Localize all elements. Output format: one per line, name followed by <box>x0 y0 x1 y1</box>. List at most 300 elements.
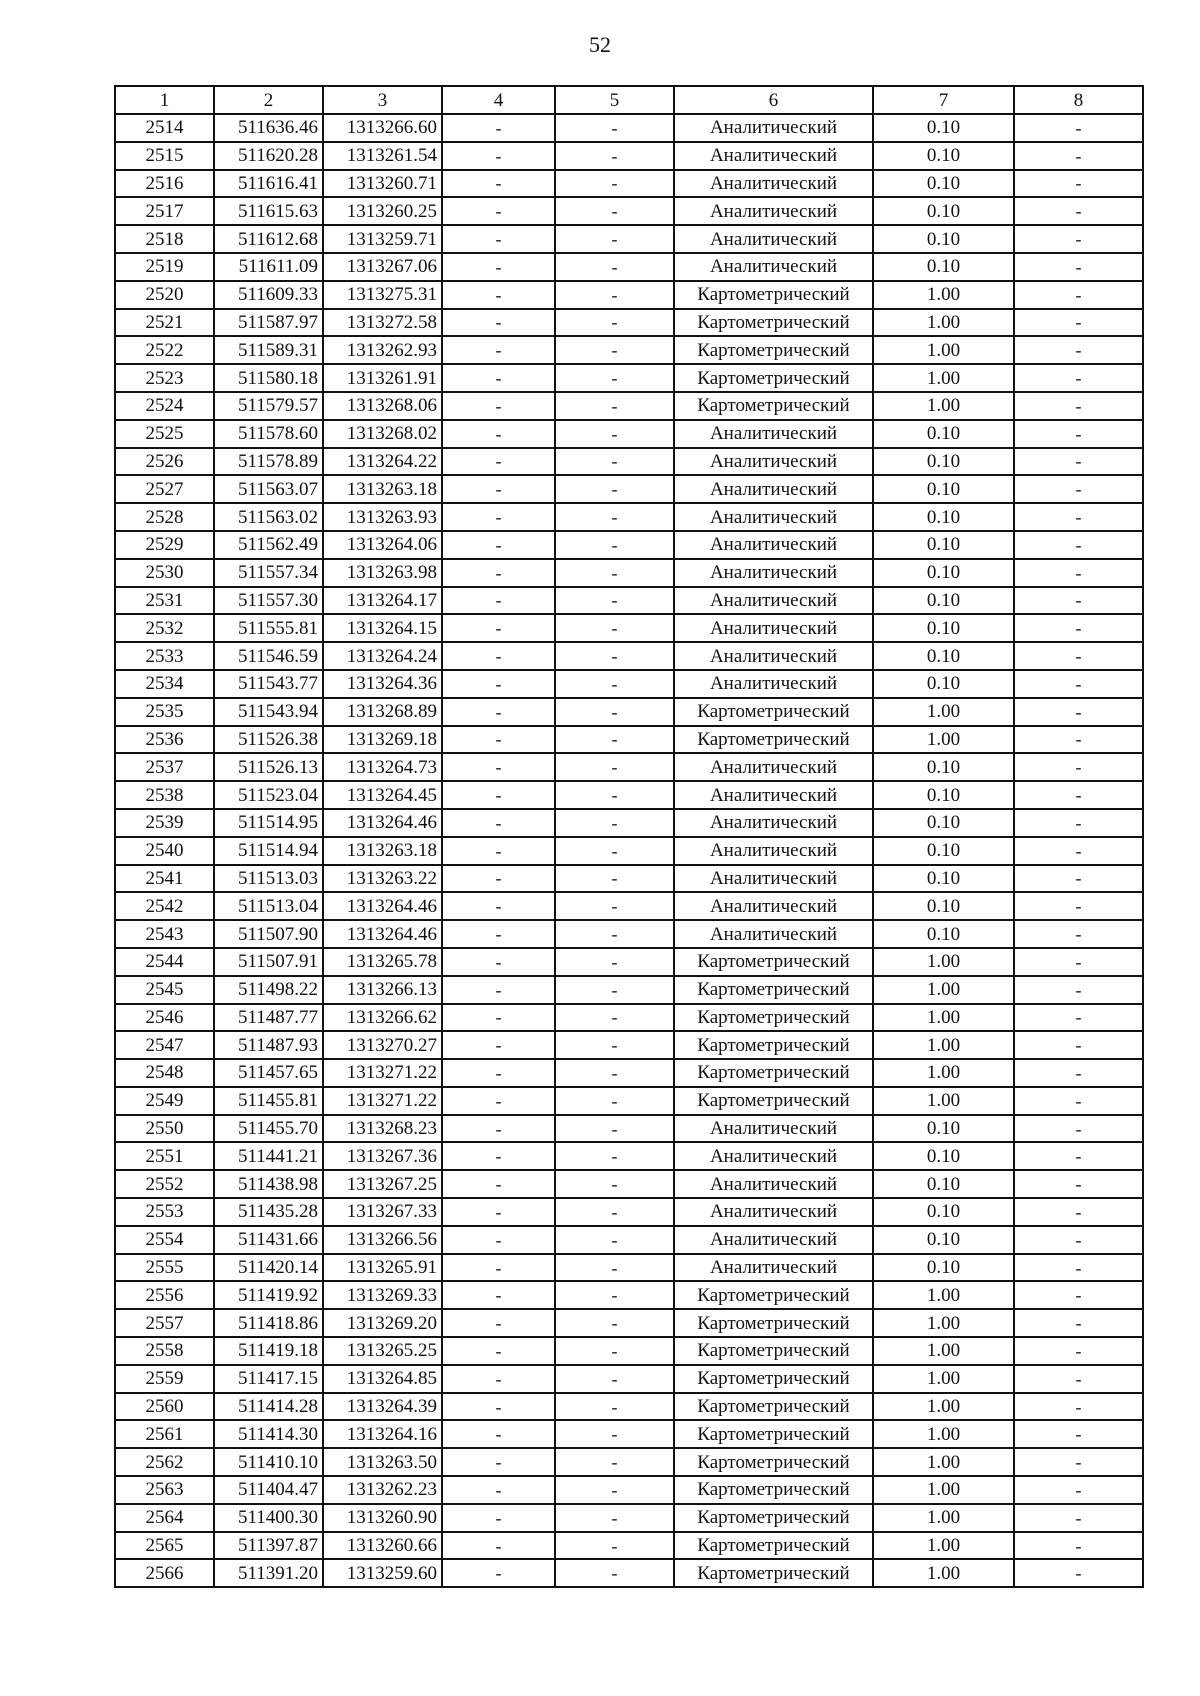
accuracy-cell: 0.10 <box>873 587 1014 615</box>
col5-cell: - <box>555 1337 674 1365</box>
col5-cell: - <box>555 1142 674 1170</box>
method-cell: Картометрический <box>674 948 873 976</box>
col4-cell: - <box>442 948 555 976</box>
table-row <box>115 1365 1143 1393</box>
col4-cell: - <box>442 253 555 281</box>
table-row <box>115 1559 1143 1587</box>
point-number-cell: 2561 <box>115 1420 214 1448</box>
x-coordinate-cell: 511612.68 <box>214 225 323 253</box>
table-row <box>115 1254 1143 1282</box>
accuracy-cell: 0.10 <box>873 170 1014 198</box>
point-number-cell: 2536 <box>115 726 214 754</box>
table-row <box>115 503 1143 531</box>
x-coordinate-cell: 511578.89 <box>214 448 323 476</box>
table-row <box>115 614 1143 642</box>
x-coordinate-cell: 511457.65 <box>214 1059 323 1087</box>
accuracy-cell: 1.00 <box>873 1309 1014 1337</box>
accuracy-cell: 1.00 <box>873 1031 1014 1059</box>
col8-cell: - <box>1014 1087 1143 1115</box>
col8-cell: - <box>1014 587 1143 615</box>
col8-cell: - <box>1014 281 1143 309</box>
method-cell: Аналитический <box>674 1226 873 1254</box>
y-coordinate-cell: 1313264.36 <box>323 670 442 698</box>
y-coordinate-cell: 1313262.93 <box>323 336 442 364</box>
col5-cell: - <box>555 865 674 893</box>
table-row <box>115 1004 1143 1032</box>
col5-cell: - <box>555 475 674 503</box>
y-coordinate-cell: 1313265.78 <box>323 948 442 976</box>
page-number: 52 <box>589 32 611 57</box>
col5-cell: - <box>555 1198 674 1226</box>
col4-cell: - <box>442 309 555 337</box>
accuracy-cell: 1.00 <box>873 1004 1014 1032</box>
y-coordinate-cell: 1313269.20 <box>323 1309 442 1337</box>
x-coordinate-cell: 511557.30 <box>214 587 323 615</box>
col4-cell: - <box>442 1254 555 1282</box>
col5-cell: - <box>555 753 674 781</box>
accuracy-cell: 1.00 <box>873 1559 1014 1587</box>
y-coordinate-cell: 1313271.22 <box>323 1087 442 1115</box>
accuracy-cell: 1.00 <box>873 1365 1014 1393</box>
y-coordinate-cell: 1313264.06 <box>323 531 442 559</box>
col4-cell: - <box>442 197 555 225</box>
col5-cell: - <box>555 503 674 531</box>
accuracy-cell: 1.00 <box>873 698 1014 726</box>
point-number-cell: 2540 <box>115 837 214 865</box>
point-number-cell: 2562 <box>115 1448 214 1476</box>
table-row <box>115 1115 1143 1143</box>
point-number-cell: 2542 <box>115 892 214 920</box>
col8-cell: - <box>1014 670 1143 698</box>
table-row <box>115 1198 1143 1226</box>
table-row <box>115 281 1143 309</box>
col4-cell: - <box>442 1504 555 1532</box>
y-coordinate-cell: 1313268.02 <box>323 420 442 448</box>
col4-cell: - <box>442 1198 555 1226</box>
x-coordinate-cell: 511555.81 <box>214 614 323 642</box>
col8-cell: - <box>1014 753 1143 781</box>
col4-cell: - <box>442 1170 555 1198</box>
method-cell: Аналитический <box>674 614 873 642</box>
col5-cell: - <box>555 892 674 920</box>
col4-cell: - <box>442 392 555 420</box>
table-row <box>115 1170 1143 1198</box>
col8-cell: - <box>1014 892 1143 920</box>
method-cell: Аналитический <box>674 1115 873 1143</box>
x-coordinate-cell: 511414.30 <box>214 1420 323 1448</box>
col5-cell: - <box>555 809 674 837</box>
accuracy-cell: 1.00 <box>873 392 1014 420</box>
col4-cell: - <box>442 892 555 920</box>
x-coordinate-cell: 511438.98 <box>214 1170 323 1198</box>
column-header: 7 <box>873 86 1014 114</box>
col4-cell: - <box>442 976 555 1004</box>
method-cell: Картометрический <box>674 364 873 392</box>
x-coordinate-cell: 511616.41 <box>214 170 323 198</box>
method-cell: Картометрический <box>674 1559 873 1587</box>
col4-cell: - <box>442 1031 555 1059</box>
coordinates-table <box>114 85 1144 1588</box>
col8-cell: - <box>1014 225 1143 253</box>
col5-cell: - <box>555 170 674 198</box>
point-number-cell: 2519 <box>115 253 214 281</box>
col8-cell: - <box>1014 531 1143 559</box>
col5-cell: - <box>555 197 674 225</box>
col5-cell: - <box>555 1365 674 1393</box>
col5-cell: - <box>555 1087 674 1115</box>
y-coordinate-cell: 1313263.98 <box>323 559 442 587</box>
col8-cell: - <box>1014 503 1143 531</box>
col8-cell: - <box>1014 726 1143 754</box>
y-coordinate-cell: 1313266.62 <box>323 1004 442 1032</box>
table-row <box>115 1393 1143 1421</box>
accuracy-cell: 0.10 <box>873 892 1014 920</box>
y-coordinate-cell: 1313267.33 <box>323 1198 442 1226</box>
col4-cell: - <box>442 559 555 587</box>
method-cell: Аналитический <box>674 114 873 142</box>
table-row <box>115 753 1143 781</box>
method-cell: Аналитический <box>674 253 873 281</box>
y-coordinate-cell: 1313259.60 <box>323 1559 442 1587</box>
method-cell: Картометрический <box>674 1393 873 1421</box>
table-row <box>115 1504 1143 1532</box>
x-coordinate-cell: 511546.59 <box>214 642 323 670</box>
x-coordinate-cell: 511636.46 <box>214 114 323 142</box>
method-cell: Аналитический <box>674 225 873 253</box>
col8-cell: - <box>1014 420 1143 448</box>
table-row <box>115 948 1143 976</box>
col4-cell: - <box>442 587 555 615</box>
col4-cell: - <box>442 642 555 670</box>
method-cell: Аналитический <box>674 670 873 698</box>
table-row <box>115 1087 1143 1115</box>
y-coordinate-cell: 1313264.39 <box>323 1393 442 1421</box>
y-coordinate-cell: 1313264.15 <box>323 614 442 642</box>
method-cell: Аналитический <box>674 837 873 865</box>
col8-cell: - <box>1014 781 1143 809</box>
col8-cell: - <box>1014 1337 1143 1365</box>
method-cell: Аналитический <box>674 197 873 225</box>
y-coordinate-cell: 1313260.25 <box>323 197 442 225</box>
accuracy-cell: 0.10 <box>873 670 1014 698</box>
table-row <box>115 698 1143 726</box>
accuracy-cell: 1.00 <box>873 281 1014 309</box>
accuracy-cell: 1.00 <box>873 976 1014 1004</box>
accuracy-cell: 0.10 <box>873 920 1014 948</box>
table-row <box>115 392 1143 420</box>
point-number-cell: 2543 <box>115 920 214 948</box>
col8-cell: - <box>1014 364 1143 392</box>
col4-cell: - <box>442 726 555 754</box>
method-cell: Аналитический <box>674 420 873 448</box>
accuracy-cell: 1.00 <box>873 1476 1014 1504</box>
point-number-cell: 2520 <box>115 281 214 309</box>
table-row <box>115 1532 1143 1560</box>
method-cell: Картометрический <box>674 1337 873 1365</box>
table-row <box>115 1226 1143 1254</box>
col5-cell: - <box>555 1031 674 1059</box>
y-coordinate-cell: 1313263.22 <box>323 865 442 893</box>
point-number-cell: 2549 <box>115 1087 214 1115</box>
x-coordinate-cell: 511523.04 <box>214 781 323 809</box>
col5-cell: - <box>555 1170 674 1198</box>
accuracy-cell: 1.00 <box>873 1504 1014 1532</box>
table-row <box>115 1281 1143 1309</box>
accuracy-cell: 1.00 <box>873 1281 1014 1309</box>
col8-cell: - <box>1014 1004 1143 1032</box>
col5-cell: - <box>555 142 674 170</box>
x-coordinate-cell: 511431.66 <box>214 1226 323 1254</box>
method-cell: Аналитический <box>674 448 873 476</box>
table-row <box>115 142 1143 170</box>
col4-cell: - <box>442 1281 555 1309</box>
table-row <box>115 309 1143 337</box>
table-row <box>115 336 1143 364</box>
y-coordinate-cell: 1313269.18 <box>323 726 442 754</box>
table-row <box>115 1059 1143 1087</box>
x-coordinate-cell: 511562.49 <box>214 531 323 559</box>
col8-cell: - <box>1014 809 1143 837</box>
point-number-cell: 2547 <box>115 1031 214 1059</box>
column-header: 8 <box>1014 86 1143 114</box>
table-row <box>115 865 1143 893</box>
col4-cell: - <box>442 1420 555 1448</box>
col8-cell: - <box>1014 559 1143 587</box>
col5-cell: - <box>555 1281 674 1309</box>
col4-cell: - <box>442 753 555 781</box>
table-row <box>115 420 1143 448</box>
y-coordinate-cell: 1313261.54 <box>323 142 442 170</box>
y-coordinate-cell: 1313268.06 <box>323 392 442 420</box>
y-coordinate-cell: 1313263.93 <box>323 503 442 531</box>
accuracy-cell: 0.10 <box>873 197 1014 225</box>
x-coordinate-cell: 511557.34 <box>214 559 323 587</box>
y-coordinate-cell: 1313266.56 <box>323 1226 442 1254</box>
column-header: 5 <box>555 86 674 114</box>
y-coordinate-cell: 1313260.90 <box>323 1504 442 1532</box>
point-number-cell: 2551 <box>115 1142 214 1170</box>
table-row <box>115 1476 1143 1504</box>
y-coordinate-cell: 1313264.24 <box>323 642 442 670</box>
table-row <box>115 781 1143 809</box>
accuracy-cell: 0.10 <box>873 225 1014 253</box>
x-coordinate-cell: 511526.38 <box>214 726 323 754</box>
method-cell: Картометрический <box>674 392 873 420</box>
y-coordinate-cell: 1313271.22 <box>323 1059 442 1087</box>
col8-cell: - <box>1014 1476 1143 1504</box>
y-coordinate-cell: 1313260.71 <box>323 170 442 198</box>
y-coordinate-cell: 1313264.45 <box>323 781 442 809</box>
col4-cell: - <box>442 1309 555 1337</box>
col4-cell: - <box>442 1004 555 1032</box>
col5-cell: - <box>555 1476 674 1504</box>
method-cell: Картометрический <box>674 281 873 309</box>
col4-cell: - <box>442 1476 555 1504</box>
x-coordinate-cell: 511498.22 <box>214 976 323 1004</box>
method-cell: Картометрический <box>674 698 873 726</box>
x-coordinate-cell: 511418.86 <box>214 1309 323 1337</box>
point-number-cell: 2521 <box>115 309 214 337</box>
accuracy-cell: 1.00 <box>873 1448 1014 1476</box>
point-number-cell: 2531 <box>115 587 214 615</box>
accuracy-cell: 0.10 <box>873 475 1014 503</box>
table-row <box>115 976 1143 1004</box>
table-row <box>115 809 1143 837</box>
method-cell: Аналитический <box>674 920 873 948</box>
col5-cell: - <box>555 1420 674 1448</box>
point-number-cell: 2548 <box>115 1059 214 1087</box>
method-cell: Аналитический <box>674 587 873 615</box>
col8-cell: - <box>1014 448 1143 476</box>
col8-cell: - <box>1014 1170 1143 1198</box>
point-number-cell: 2565 <box>115 1532 214 1560</box>
col5-cell: - <box>555 253 674 281</box>
col5-cell: - <box>555 670 674 698</box>
method-cell: Аналитический <box>674 753 873 781</box>
y-coordinate-cell: 1313266.60 <box>323 114 442 142</box>
accuracy-cell: 0.10 <box>873 642 1014 670</box>
col8-cell: - <box>1014 920 1143 948</box>
x-coordinate-cell: 511620.28 <box>214 142 323 170</box>
table-row <box>115 1309 1143 1337</box>
point-number-cell: 2541 <box>115 865 214 893</box>
point-number-cell: 2559 <box>115 1365 214 1393</box>
point-number-cell: 2552 <box>115 1170 214 1198</box>
col8-cell: - <box>1014 1504 1143 1532</box>
y-coordinate-cell: 1313275.31 <box>323 281 442 309</box>
table-row <box>115 1337 1143 1365</box>
y-coordinate-cell: 1313264.17 <box>323 587 442 615</box>
point-number-cell: 2544 <box>115 948 214 976</box>
table-row <box>115 892 1143 920</box>
point-number-cell: 2517 <box>115 197 214 225</box>
col4-cell: - <box>442 170 555 198</box>
x-coordinate-cell: 511513.03 <box>214 865 323 893</box>
col5-cell: - <box>555 1115 674 1143</box>
col5-cell: - <box>555 448 674 476</box>
accuracy-cell: 0.10 <box>873 865 1014 893</box>
y-coordinate-cell: 1313263.18 <box>323 837 442 865</box>
accuracy-cell: 1.00 <box>873 948 1014 976</box>
x-coordinate-cell: 511391.20 <box>214 1559 323 1587</box>
col5-cell: - <box>555 392 674 420</box>
column-header: 1 <box>115 86 214 114</box>
col8-cell: - <box>1014 1198 1143 1226</box>
accuracy-cell: 0.10 <box>873 1198 1014 1226</box>
x-coordinate-cell: 511609.33 <box>214 281 323 309</box>
y-coordinate-cell: 1313265.91 <box>323 1254 442 1282</box>
table-row <box>115 1142 1143 1170</box>
col4-cell: - <box>442 670 555 698</box>
col5-cell: - <box>555 1004 674 1032</box>
method-cell: Картометрический <box>674 976 873 1004</box>
point-number-cell: 2558 <box>115 1337 214 1365</box>
accuracy-cell: 0.10 <box>873 420 1014 448</box>
col4-cell: - <box>442 1365 555 1393</box>
method-cell: Картометрический <box>674 1087 873 1115</box>
col5-cell: - <box>555 281 674 309</box>
col5-cell: - <box>555 1254 674 1282</box>
accuracy-cell: 0.10 <box>873 1142 1014 1170</box>
col4-cell: - <box>442 698 555 726</box>
col8-cell: - <box>1014 1115 1143 1143</box>
accuracy-cell: 1.00 <box>873 1532 1014 1560</box>
col4-cell: - <box>442 1142 555 1170</box>
x-coordinate-cell: 511419.92 <box>214 1281 323 1309</box>
y-coordinate-cell: 1313268.89 <box>323 698 442 726</box>
point-number-cell: 2564 <box>115 1504 214 1532</box>
table-row <box>115 114 1143 142</box>
accuracy-cell: 0.10 <box>873 253 1014 281</box>
method-cell: Аналитический <box>674 1198 873 1226</box>
point-number-cell: 2545 <box>115 976 214 1004</box>
y-coordinate-cell: 1313264.16 <box>323 1420 442 1448</box>
point-number-cell: 2566 <box>115 1559 214 1587</box>
method-cell: Аналитический <box>674 531 873 559</box>
y-coordinate-cell: 1313267.06 <box>323 253 442 281</box>
table-row <box>115 1420 1143 1448</box>
point-number-cell: 2546 <box>115 1004 214 1032</box>
col8-cell: - <box>1014 1254 1143 1282</box>
y-coordinate-cell: 1313264.85 <box>323 1365 442 1393</box>
x-coordinate-cell: 511420.14 <box>214 1254 323 1282</box>
col5-cell: - <box>555 364 674 392</box>
x-coordinate-cell: 511414.28 <box>214 1393 323 1421</box>
method-cell: Аналитический <box>674 865 873 893</box>
col5-cell: - <box>555 1504 674 1532</box>
col5-cell: - <box>555 559 674 587</box>
y-coordinate-cell: 1313262.23 <box>323 1476 442 1504</box>
method-cell: Аналитический <box>674 1254 873 1282</box>
x-coordinate-cell: 511441.21 <box>214 1142 323 1170</box>
col5-cell: - <box>555 1226 674 1254</box>
col5-cell: - <box>555 1309 674 1337</box>
method-cell: Картометрический <box>674 1476 873 1504</box>
table-row <box>115 531 1143 559</box>
col8-cell: - <box>1014 1393 1143 1421</box>
x-coordinate-cell: 511563.07 <box>214 475 323 503</box>
accuracy-cell: 0.10 <box>873 1226 1014 1254</box>
point-number-cell: 2530 <box>115 559 214 587</box>
col4-cell: - <box>442 1393 555 1421</box>
table-row <box>115 197 1143 225</box>
table-row <box>115 670 1143 698</box>
column-header: 6 <box>674 86 873 114</box>
col5-cell: - <box>555 642 674 670</box>
col4-cell: - <box>442 1087 555 1115</box>
col8-cell: - <box>1014 142 1143 170</box>
point-number-cell: 2518 <box>115 225 214 253</box>
col5-cell: - <box>555 1559 674 1587</box>
table-row <box>115 475 1143 503</box>
col4-cell: - <box>442 281 555 309</box>
table-row <box>115 253 1143 281</box>
accuracy-cell: 1.00 <box>873 1337 1014 1365</box>
method-cell: Картометрический <box>674 1309 873 1337</box>
method-cell: Картометрический <box>674 1448 873 1476</box>
col8-cell: - <box>1014 837 1143 865</box>
method-cell: Картометрический <box>674 1365 873 1393</box>
y-coordinate-cell: 1313264.46 <box>323 892 442 920</box>
col4-cell: - <box>442 531 555 559</box>
x-coordinate-cell: 511563.02 <box>214 503 323 531</box>
x-coordinate-cell: 511417.15 <box>214 1365 323 1393</box>
col8-cell: - <box>1014 170 1143 198</box>
method-cell: Аналитический <box>674 642 873 670</box>
point-number-cell: 2560 <box>115 1393 214 1421</box>
col5-cell: - <box>555 726 674 754</box>
method-cell: Аналитический <box>674 892 873 920</box>
